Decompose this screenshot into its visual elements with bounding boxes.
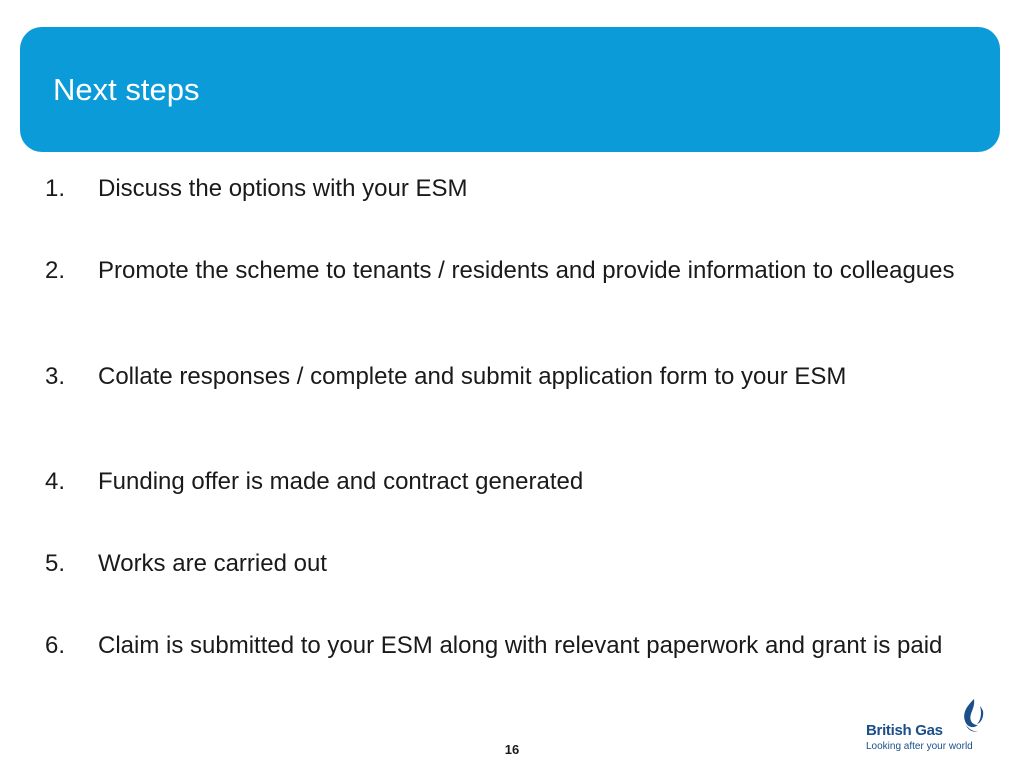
- step-text: Collate responses / complete and submit application form to your ESM: [98, 363, 847, 390]
- logo-tagline: Looking after your world: [866, 741, 973, 752]
- step-text: Funding offer is made and contract generated: [98, 468, 584, 495]
- step-text: Promote the scheme to tenants / residents and provide information to colleagues: [98, 257, 955, 284]
- page-number: 16: [504, 742, 520, 757]
- flame-icon: [958, 698, 984, 734]
- step-number: 6.: [45, 632, 66, 659]
- step-text: Claim is submitted to your ESM along with relevant paperwork and grant is paid: [98, 632, 943, 659]
- step-text: Discuss the options with your ESM: [98, 175, 468, 202]
- step-number: 1.: [45, 175, 66, 202]
- step-number: 3.: [45, 363, 66, 390]
- slide-title: Next steps: [53, 72, 200, 107]
- step-number: 2.: [45, 257, 66, 284]
- logo-name: British Gas: [866, 722, 943, 739]
- title-bar: [20, 27, 1000, 152]
- british-gas-logo: [864, 698, 988, 756]
- step-number: 5.: [45, 550, 66, 577]
- step-text: Works are carried out: [98, 550, 327, 577]
- step-number: 4.: [45, 468, 66, 495]
